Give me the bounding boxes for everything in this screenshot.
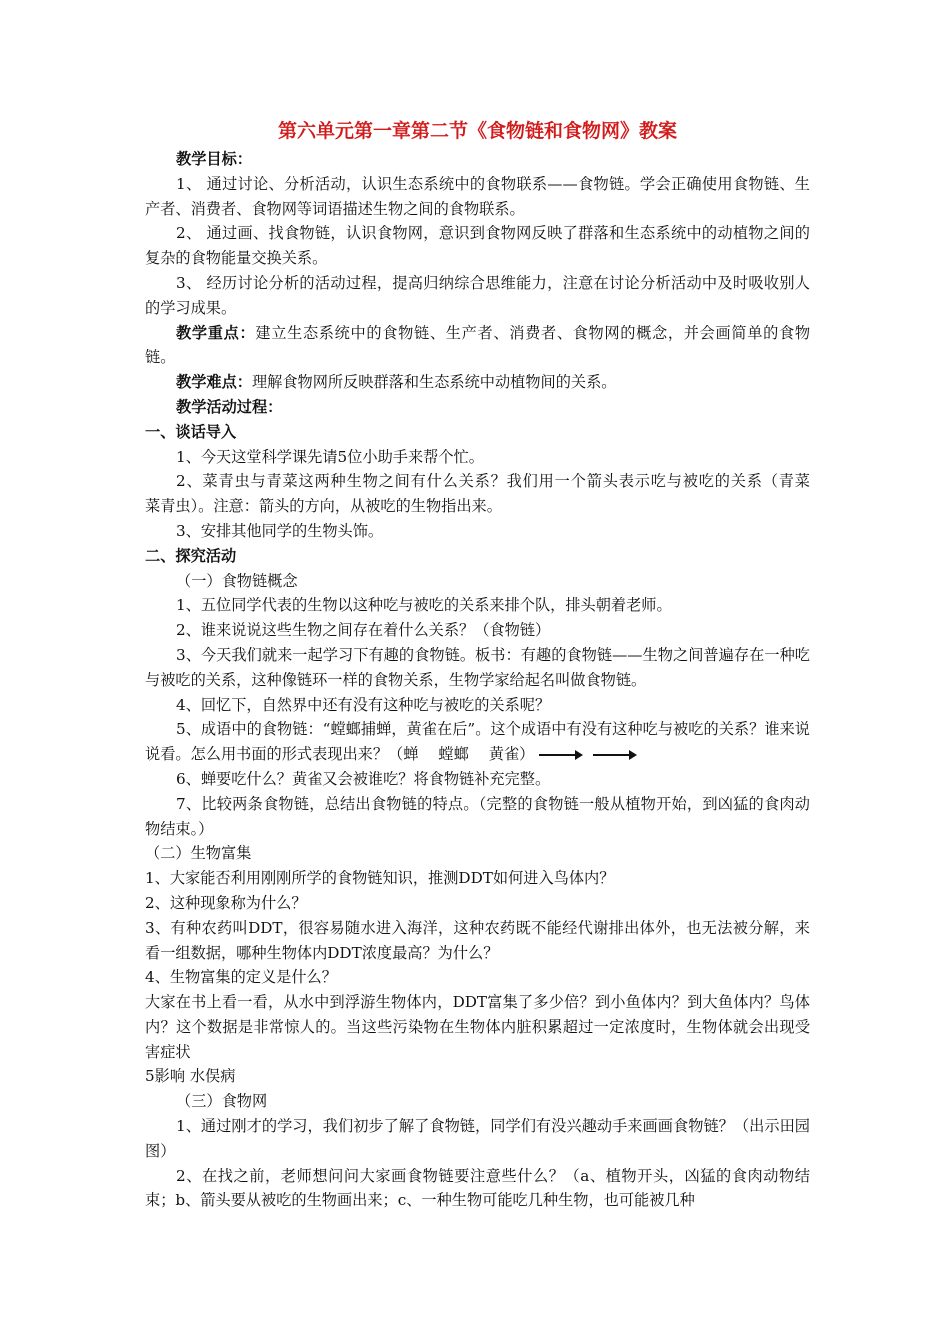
sub1-item-3: 3、今天我们就来一起学习下有趣的食物链。板书：有趣的食物链——生物之间普遍存在一种吃与被吃的关系，这种像链环一样的食物关系，生物学家给起名叫做食物链。 <box>145 645 810 689</box>
sub2-item-2: 2、这种现象称为什么？ <box>145 893 307 912</box>
sub1-item-7: 7、比较两条食物链，总结出食物链的特点。（完整的食物链一般从植物开始，到凶猛的食肉动物结束。） <box>145 794 810 838</box>
sub3-item-1: 1、通过刚才的学习，我们初步了解了食物链，同学们有没兴趣动手来画画食物链？（出示田园图） <box>145 1117 810 1160</box>
sub1-item-5-text: 5、成语中的食物链：“螳螂捕蝉，黄雀在后”。这个成语中有没有这种吃与被吃的关系？谁来说说看。怎么用书面的形式表现出来？（蝉 螳螂 黄雀） <box>145 720 810 764</box>
difficulty <box>145 370 810 395</box>
document-page <box>145 118 841 1213</box>
sub3-heading: （三）食物网 <box>176 1092 268 1111</box>
objectives-heading: 教学目标： <box>176 150 252 168</box>
objective-3: 3、 经历讨论分析的活动过程，提高归纳综合思维能力，注意在讨论分析活动中及时吸收别人的学习成果。 <box>145 273 810 317</box>
sub1-item-1: 1、五位同学代表的生物以这种吃与被吃的关系来排个队，排头朝着老师。 <box>176 596 672 615</box>
section1-heading: 一、谈话导入 <box>145 422 237 441</box>
key-point-text: 建立生态系统中的食物链、生产者、消费者、食物网的概念，并会画简单的食物链。 <box>145 323 811 367</box>
section1-item-2: 2、菜青虫与青菜这两种生物之间有什么关系？我们用一个箭头表示吃与被吃的关系（青菜 菜青虫）。注意：箭头的方向，从被吃的生物指出来。 <box>145 472 841 516</box>
objective-2: 2、 通过画、找食物链，认识食物网，意识到食物网反映了群落和生态系统中的动植物之间的复杂的食物能量交换关系。 <box>145 224 810 268</box>
sub1-item-2: 2、谁来说说这些生物之间存在着什么关系？（食物链） <box>176 621 551 640</box>
key-point <box>145 321 810 371</box>
sub1-item-4: 4、回忆下，自然界中还有没有这种吃与被吃的关系呢？ <box>176 695 551 714</box>
sub3-item-2: 2、在找之前，老师想问问大家画食物链要注意些什么？（a、植物开头，凶猛的食肉动物结束；b、箭头要从被吃的生物画出来；c、一种生物可能吃几种生物，也可能被几种 <box>145 1166 810 1210</box>
sub2-item-4: 4、生物富集的定义是什么？ <box>145 968 337 987</box>
sub2-item-5: 大家在书上看一看，从水中到浮游生物体内，DDT富集了多少倍？到小鱼体内？到大鱼体内？鸟体内？这个数据是非常惊人的。当这些污染物在生物体内脏积累超过一定浓度时，生物体就会出现受害症状 <box>145 993 810 1061</box>
sub1-item-6: 6、蝉要吃什么？黄雀又会被谁吃？将食物链补充完整。 <box>176 769 551 788</box>
difficulty-text: 理解食物网所反映群落和生态系统中动植物间的关系。 <box>251 373 617 392</box>
sub1-heading: （一）食物链概念 <box>176 571 298 590</box>
sub2-heading: （二）生物富集 <box>145 844 252 863</box>
objective-1: 1、 通过讨论、分析活动，认识生态系统中的食物联系——食物链。学会正确使用食物链、生产者、消费者、食物网等词语描述生物之间的食物联系。 <box>145 174 810 218</box>
sub2-item-6: 5影响 水俣病 <box>145 1067 236 1086</box>
arrow-icon <box>593 750 637 760</box>
page-title: 第六单元第一章第二节《食物链和食物网》教案 <box>277 120 677 142</box>
process-heading: 教学活动过程： <box>176 397 283 416</box>
difficulty-label: 教学难点： <box>176 373 252 392</box>
section1-item-3: 3、安排其他同学的生物头饰。 <box>176 521 384 540</box>
sub2-item-3: 3、有种农药叫DDT，很容易随水进入海洋，这种农药既不能经代谢排出体外，也无法被分解，来看一组数据，哪种生物体内DDT浓度最高？为什么？ <box>145 918 810 962</box>
section2-heading: 二、探究活动 <box>145 546 237 565</box>
sub2-item-1: 1、大家能否利用刚刚所学的食物链知识，推测DDT如何进入鸟体内？ <box>145 869 615 888</box>
arrow-icon <box>539 750 583 760</box>
section1-item-1: 1、今天这堂科学课先请5位小助手来帮个忙。 <box>176 447 484 466</box>
sub1-item-5 <box>145 717 810 767</box>
key-point-label: 教学重点： <box>176 323 256 342</box>
